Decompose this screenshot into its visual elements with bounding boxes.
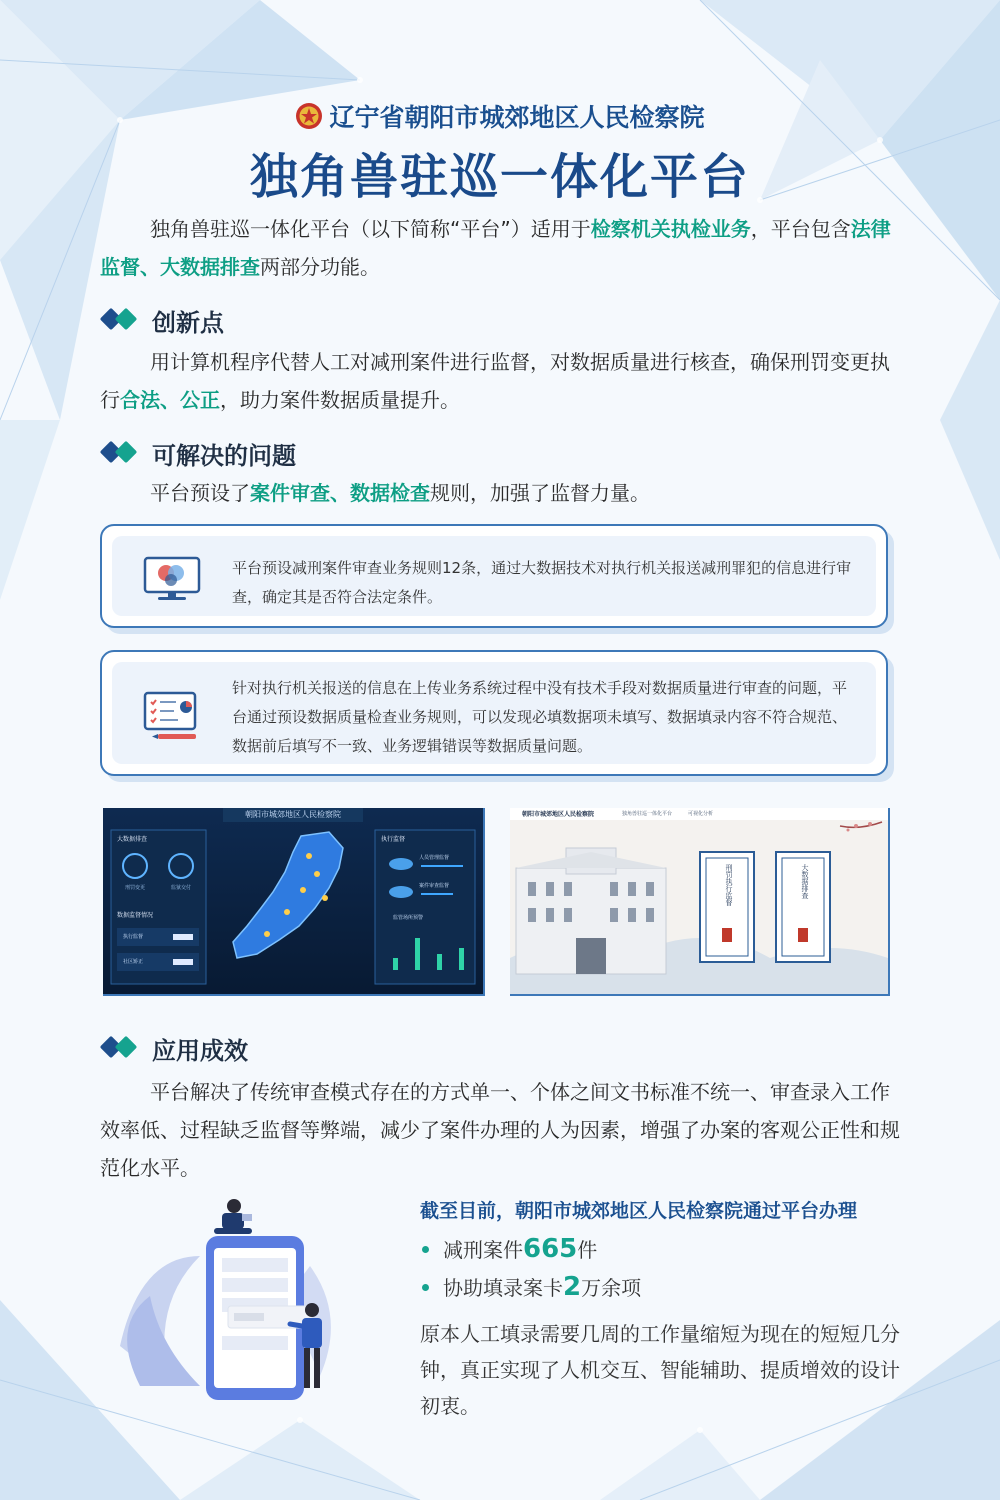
stat-number: 2 xyxy=(563,1272,582,1302)
intro-paragraph: 独角兽驻巡一体化平台（以下简称“平台”）适用于检察机关执检业务，平台包含法律监督、大数据排查两部分功能。 xyxy=(100,217,891,279)
diamond-bullet-icon xyxy=(100,309,142,331)
dashboard-panel-label: 数据监督情况 xyxy=(117,912,154,919)
organization-text: 辽宁省朝阳市城郊地区人民检察院 xyxy=(329,103,705,132)
highlight-text: 合法、公正 xyxy=(120,388,220,412)
monitor-chart-icon xyxy=(142,556,202,602)
stat-number: 665 xyxy=(523,1234,578,1264)
bullet-dot-icon xyxy=(422,1246,429,1253)
portal-org-name: 朝阳市城郊地区人民检察院 xyxy=(522,811,595,818)
info-card xyxy=(100,650,888,776)
highlight-text: 案件审查、数据检查 xyxy=(250,481,430,505)
portal-nav-item[interactable]: 独角兽驻巡一体化平台 xyxy=(622,811,673,817)
section-heading-innovation: 创新点 xyxy=(100,302,224,338)
organization-name xyxy=(0,98,1000,134)
highlight-text: 法律监督、大数据排查 xyxy=(100,217,891,279)
section-heading-results: 应用成效 xyxy=(100,1030,248,1066)
checklist-report-icon xyxy=(142,690,204,742)
dashboard-row-label: 社区矫正 xyxy=(123,959,144,965)
card-text: 针对执行机关报送的信息在上传业务系统过程中没有技术手段对数据质量进行审查的问题，平台通过预设数据质量检查业务规则，可以发现必填数据项未填写、数据填录内容不符合规范、数据前后填写不一致、业务逻辑错误等数据质量问题。 xyxy=(232,679,848,755)
diamond-bullet-icon xyxy=(100,1037,142,1059)
portal-nav-item[interactable]: 可视化分析 xyxy=(688,811,714,817)
portal-card-label[interactable]: 大数据排查 xyxy=(801,864,809,899)
info-card xyxy=(100,524,888,628)
phone-illustration xyxy=(110,1196,350,1406)
stat-item: 减刑案件 665 件 xyxy=(422,1234,597,1264)
results-paragraph: 平台解决了传统审查模式存在的方式单一、个体之间文书标准不统一、审查录入工作效率低、过程缺乏监督等弊端，减少了案件办理的人为因素，增强了办案的客观公正性和规范化水平。 xyxy=(100,1080,900,1180)
dashboard-stat-label: 监狱交付 xyxy=(171,885,192,891)
card-text: 平台预设减刑案件审查业务规则12条，通过大数据技术对执行机关报送减刑罪犯的信息进行审查，确定其是否符合法定条件。 xyxy=(232,559,852,606)
highlight-text: 检察机关执检业务 xyxy=(590,217,751,241)
dashboard-panel-label: 大数据排查 xyxy=(117,836,148,843)
dashboard-panel-label: 执行监督 xyxy=(381,836,406,843)
dashboard-stat-label: 刑罚变更 xyxy=(125,885,146,891)
bullet-dot-icon xyxy=(422,1284,429,1291)
dashboard-title: 朝阳市城郊地区人民检察院 xyxy=(245,810,341,819)
stat-item: 协助填录案卡 2 万余项 xyxy=(422,1272,641,1302)
stats-title: 截至目前，朝阳市城郊地区人民检察院通过平台办理 xyxy=(420,1200,858,1222)
section-heading-problems: 可解决的问题 xyxy=(100,435,296,471)
dashboard-screenshot xyxy=(103,808,485,996)
diamond-bullet-icon xyxy=(100,442,142,464)
dashboard-row-label: 执行监督 xyxy=(123,934,144,940)
procuratorate-emblem-icon xyxy=(295,102,323,130)
closing-paragraph: 原本人工填录需要几周的工作量缩短为现在的短短几分钟，真正实现了人机交互、智能辅助、提质增效的设计初衷。 xyxy=(420,1322,900,1418)
dashboard-row-label: 监管场所预警 xyxy=(393,915,424,921)
dashboard-row-label: 人员管理监督 xyxy=(419,855,450,861)
dashboard-row-label: 案件审查监督 xyxy=(419,883,450,889)
problems-paragraph: 平台预设了案件审查、数据检查规则，加强了监督力量。 xyxy=(150,481,650,505)
portal-screenshot xyxy=(510,808,890,996)
page-title: 独角兽驻巡一体化平台 xyxy=(249,149,750,205)
portal-card-label[interactable]: 刑罚执行监督 xyxy=(725,864,733,906)
innovation-paragraph: 用计算机程序代替人工对减刑案件进行监督，对数据质量进行核查，确保刑罚变更执行合法、公正，助力案件数据质量提升。 xyxy=(100,350,890,412)
